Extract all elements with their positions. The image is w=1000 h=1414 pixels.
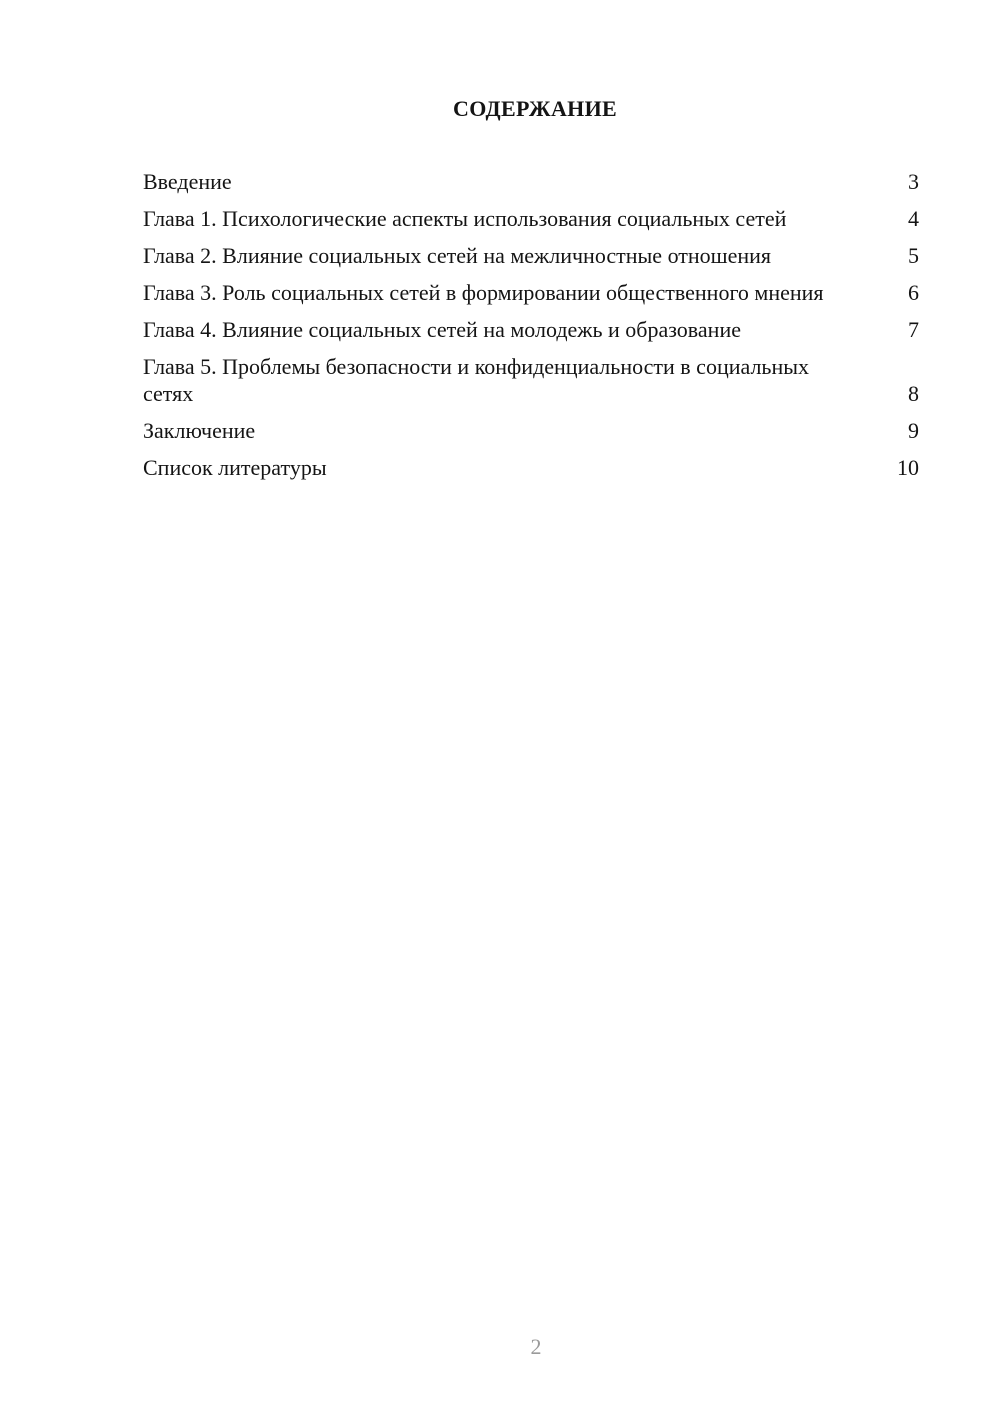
- toc-entry[interactable]: [143, 316, 919, 343]
- toc-entry-page-number: 4: [908, 206, 919, 231]
- toc-entry-page-number: 3: [908, 169, 919, 194]
- toc-entry[interactable]: [143, 279, 919, 306]
- toc-entry[interactable]: [143, 168, 919, 195]
- toc-entry-label: Список литературы: [143, 455, 327, 480]
- toc-entry-label: Глава 2. Влияние социальных сетей на межличностные отношения: [143, 243, 772, 268]
- toc-list: [143, 168, 919, 491]
- toc-entry[interactable]: [143, 417, 919, 444]
- toc-entry-page-number: 6: [908, 280, 919, 305]
- toc-entry[interactable]: [143, 454, 919, 481]
- toc-entry-page-number: 9: [908, 418, 919, 443]
- toc-entry[interactable]: [143, 205, 919, 232]
- toc-entry-page-number: 7: [908, 317, 919, 342]
- toc-entry-page-number: 8: [908, 381, 919, 406]
- toc-entry-label: Введение: [143, 169, 232, 194]
- toc-entry[interactable]: [143, 353, 919, 407]
- toc-entry-label: Глава 1. Психологические аспекты использования социальных сетей: [143, 206, 787, 231]
- toc-entry-label: Глава 3. Роль социальных сетей в формировании общественного мнения: [143, 280, 824, 305]
- toc-entry[interactable]: [143, 242, 919, 269]
- toc-entry-page-number: 10: [897, 455, 919, 480]
- toc-entry-label: Глава 5. Проблемы безопасности и конфиденциальности в социальных сетях: [143, 354, 810, 406]
- page-number: 2: [530, 1334, 542, 1359]
- toc-entry-label: Заключение: [143, 418, 256, 443]
- toc-title: СОДЕРЖАНИЕ: [453, 96, 617, 121]
- toc-entry-label: Глава 4. Влияние социальных сетей на молодежь и образование: [143, 317, 741, 342]
- toc-entry-page-number: 5: [908, 243, 919, 268]
